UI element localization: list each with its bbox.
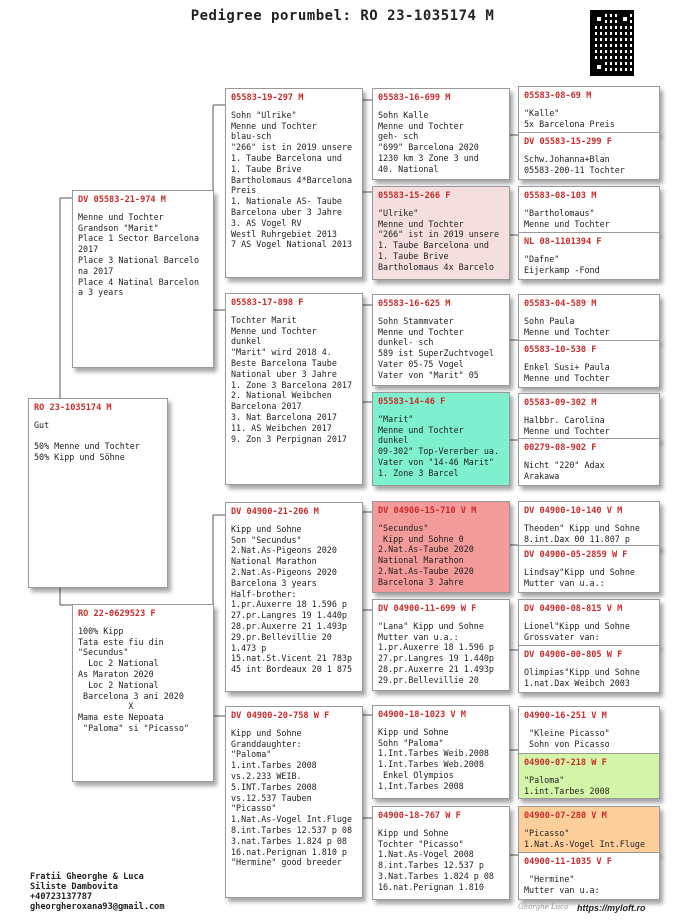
great-grandparent-details: "Lana" Kipp und Sohne Mutter van u.a.: 1.pr.Auxerre 18 1.596 p 27.pr.Langres 19 1.440p 28.pr.Auxerre 21 1.493p 29.pr.Bellevillie 20 (378, 620, 494, 685)
gen4-ring: 04900-11-1035 V F (524, 857, 612, 867)
gen4-ring: 05583-04-589 M (524, 299, 597, 309)
great-grandparent-ring: 05583-16-699 M (378, 93, 451, 103)
breeder-location: Siliste Dambovita (30, 882, 118, 892)
gen4-card (518, 294, 660, 342)
gen4-details: Lionel"Kipp und Sohne Grossvater van: (524, 620, 630, 642)
subject-details: Gut 50% Menne und Tochter 50% Kipp und Söhne (34, 419, 140, 463)
gen4-card (518, 393, 660, 441)
great-grandparent-card (372, 88, 510, 180)
great-grandparent-ring: 04900-18-1023 V M (378, 710, 466, 720)
gen4-details: Schw.Johanna+Blan 05583-200-11 Tochter (524, 153, 625, 175)
grandparent-card (225, 88, 363, 278)
gen4-details: Halbbr. Carolina Menne und Tochter (524, 414, 610, 436)
gen4-ring: 00279-08-902 F (524, 443, 597, 453)
great-grandparent-card (372, 501, 510, 593)
great-grandparent-ring: DV 04900-15-710 V M (378, 506, 477, 516)
grandparent-ring: 05583-19-297 M (231, 93, 304, 103)
grandparent-card (225, 502, 363, 692)
gen4-ring: 04900-07-280 V M (524, 811, 607, 821)
gen4-card (518, 86, 660, 134)
grandparent-details: Sohn "Ulrike" Menne und Tochter blau-sch "266" ist in 2019 unsere 1. Taube Barcelona und 1. Taube Brive Bartholomaus 4*Barcelona Preis 1. Nationale AS- Taube Barcelona uber 3 Jahre 3. AS Vogel RV Westl Ruhrgebiet 2013 7 AS Vogel National 2013 (231, 109, 353, 250)
breeder-email: gheorgheroxana93@gmail.com (30, 902, 165, 912)
subject-ring: RO 23-1035174 M (34, 403, 112, 413)
gen4-card (518, 501, 660, 549)
gen4-card (518, 132, 660, 180)
gen4-details: "Kleine Picasso" Sohn von Picasso (529, 727, 610, 749)
gen4-ring: 04900-16-251 V M (524, 711, 607, 721)
dam-details: 100% Kipp Tata este fiu din "Secundus" Loc 2 National As Maraton 2020 Loc 2 National Barcelona 3 ani 2020 X Mama este Nepoata "Paloma" si "Picasso" (78, 625, 189, 733)
dam-ring: RO 22-0629523 F (78, 609, 156, 619)
gen4-card (518, 645, 660, 693)
gen4-card (518, 706, 660, 754)
breeder-phone: +40723137787 (30, 892, 93, 902)
grandparent-details: Kipp und Sohne Son "Secundus" 2.Nat.As-Pigeons 2020 National Marathon 2.Nat.As-Pigeons 2020 Barcelona 3 years Half-brother: 1.pr.Auxerre 18 1.596 p 27.pr.Langres 19 1.440p 28.pr.Auxerre 21 1.493p 29.pr.Bellevillie 20 1.473 p 15.nat.St.Vicent 21 783p 45 int Bordeaux 20 1 875 (231, 523, 353, 675)
sire-ring: DV 05583-21-974 M (78, 195, 166, 205)
great-grandparent-ring: 05583-15-266 F (378, 191, 451, 201)
gen4-card (518, 232, 660, 280)
gen4-ring: DV 04900-08-815 V M (524, 604, 623, 614)
gen4-ring: 05583-08-69 M (524, 91, 592, 101)
gen4-ring: 05583-08-103 M (524, 191, 597, 201)
breeder-contact (30, 872, 165, 912)
subject-card (28, 398, 168, 588)
great-grandparent-ring: 04900-18-767 W F (378, 811, 461, 821)
grandparent-details: Kipp und Sohne Granddaughter: "Paloma" 1.int.Tarbes 2008 vs.2.233 WEIB. 5.INT.Tarbes 2008 vs.12.537 Tauben "Picasso" 1.Nat.As-Vogel Int.Fluge 8.int.Tarbes 12.537 p 08 3.nat.Tarbes 1.824 p 08 16.nat.Perignan 1.810 p "Hermine" good breeder (231, 727, 353, 868)
grandparent-ring: 05583-17-898 F (231, 298, 304, 308)
gen4-details: "Kalle" 5x Barcelona Preis (524, 107, 615, 129)
great-grandparent-details: Kipp und Sohne Sohn "Paloma" 1.Int.Tarbes Weib.2008 1.Int.Tarbes Web.2008 Enkel Olympios 1.Int.Tarbes 2008 (378, 726, 489, 791)
gen4-details: "Bartholomaus" Menne und Tochter (524, 207, 610, 229)
gen4-details: "Dafne" Eijerkamp -Fond (524, 253, 600, 275)
great-grandparent-details: Sohn Stammvater Menne und Tochter dunkel- sch 589 ist SuperZuchtvogel Vater 05-75 Vogel Vater von "Marit" 05 (378, 315, 494, 380)
signature: Ghorghe Luca (518, 903, 569, 911)
gen4-card (518, 438, 660, 486)
gen4-details: Olimpias"Kipp und Sohne 1.nat.Dax Weibch 2003 (524, 666, 640, 688)
website-link[interactable]: https://myloft.ro (577, 903, 646, 913)
gen4-details: Theoden" Kipp und Sohne 8.int.Dax 00 11.807 p (524, 522, 640, 544)
grandparent-details: Tochter Marit Menne und Tochter dunkel "Marit" wird 2018 4. Beste Barcelona Taube National uber 3 Jahre 1. Zone 3 Barcelona 2017 2. National Weibchen Barcelona 2017 3. Nat Barcelona 2017 11. AS Weibchen 2017 9. Zon 3 Perpignan 2017 (231, 314, 353, 444)
gen4-ring: NL 08-1101394 F (524, 237, 602, 247)
gen4-details: "Paloma" 1.int.Tarbes 2008 (524, 774, 610, 796)
gen4-card (518, 806, 660, 854)
gen4-details: Nicht "220" Adax Arakawa (524, 459, 605, 481)
gen4-card (518, 599, 660, 647)
gen4-details: "Hermine" Mutter van u.a: (524, 873, 600, 895)
great-grandparent-card (372, 294, 510, 386)
gen4-card (518, 545, 660, 593)
gen4-card (518, 340, 660, 388)
great-grandparent-details: "Secundus" Kipp und Sohne 0 2.Nat.As-Taube 2020 National Marathon 2.Nat.As-Taube 2020 Barcelona 3 Jahre (378, 522, 474, 587)
gen4-ring: DV 05583-15-299 F (524, 137, 612, 147)
breeder-name: Fratii Gheorghe & Luca (30, 872, 144, 882)
grandparent-card (225, 293, 363, 485)
great-grandparent-card (372, 599, 510, 691)
gen4-ring: DV 04900-10-140 V M (524, 506, 623, 516)
sire-details: Menne und Tochter Grandson "Marit" Place 1 Sector Barcelona 2017 Place 3 National Barcelo na 2017 Place 4 Natinal Barcelon a 3 years (78, 211, 200, 298)
gen4-ring: 05583-10-530 F (524, 345, 597, 355)
gen4-card (518, 852, 660, 900)
gen4-ring: DV 04900-00-805 W F (524, 650, 623, 660)
dam-card (72, 604, 214, 782)
gen4-ring: 05583-09-302 M (524, 398, 597, 408)
gen4-details: Sohn Paula Menne und Tochter (524, 315, 610, 337)
great-grandparent-ring: DV 04900-11-699 W F (378, 604, 477, 614)
gen4-details: "Picasso" 1.Nat.As-Vogel Int.Fluge (524, 827, 646, 849)
sire-card (72, 190, 214, 368)
great-grandparent-details: Kipp und Sohne Tochter "Picasso" 1.Nat.As-Vogel 2008 8.int.Tarbes 12.537 p 3.Nat.Tarbes 1.824 p 08 16.nat.Perignan 1.810 (378, 827, 494, 892)
great-grandparent-details: "Marit" Menne und Tochter dunkel 09-302" Top-Vererber ua. Vater von "14-46 Marit" 1. Zone 3 Barcel (378, 413, 500, 478)
grandparent-card (225, 706, 363, 898)
great-grandparent-card (372, 705, 510, 799)
grandparent-ring: DV 04900-20-758 W F (231, 711, 330, 721)
gen4-card (518, 186, 660, 234)
great-grandparent-details: Sohn Kalle Menne und Tochter geh- sch "699" Barcelona 2020 1230 km 3 Zone 3 und 40. National (378, 109, 479, 174)
gen4-card (518, 753, 660, 799)
gen4-ring: DV 04900-05-2859 W F (524, 550, 628, 560)
page-title: Pedigree porumbel: RO 23-1035174 M (190, 8, 495, 24)
grandparent-ring: DV 04900-21-206 M (231, 507, 319, 517)
gen4-details: Lindsay"Kipp und Sohne Mutter van u.a.: (524, 566, 635, 588)
great-grandparent-ring: 05583-16-625 M (378, 299, 451, 309)
great-grandparent-card (372, 186, 510, 280)
gen4-ring: 04900-07-218 W F (524, 758, 607, 768)
great-grandparent-card (372, 392, 510, 486)
great-grandparent-details: "Ulrike" Menne und Tochter "266" ist in 2019 unsere 1. Taube Barcelona und 1. Taube Brive Bartholomaus 4x Barcelo (378, 207, 500, 272)
great-grandparent-card (372, 806, 510, 900)
gen4-details: Enkel Susi+ Paula Menne und Tochter (524, 361, 610, 383)
great-grandparent-ring: 05583-14-46 F (378, 397, 446, 407)
